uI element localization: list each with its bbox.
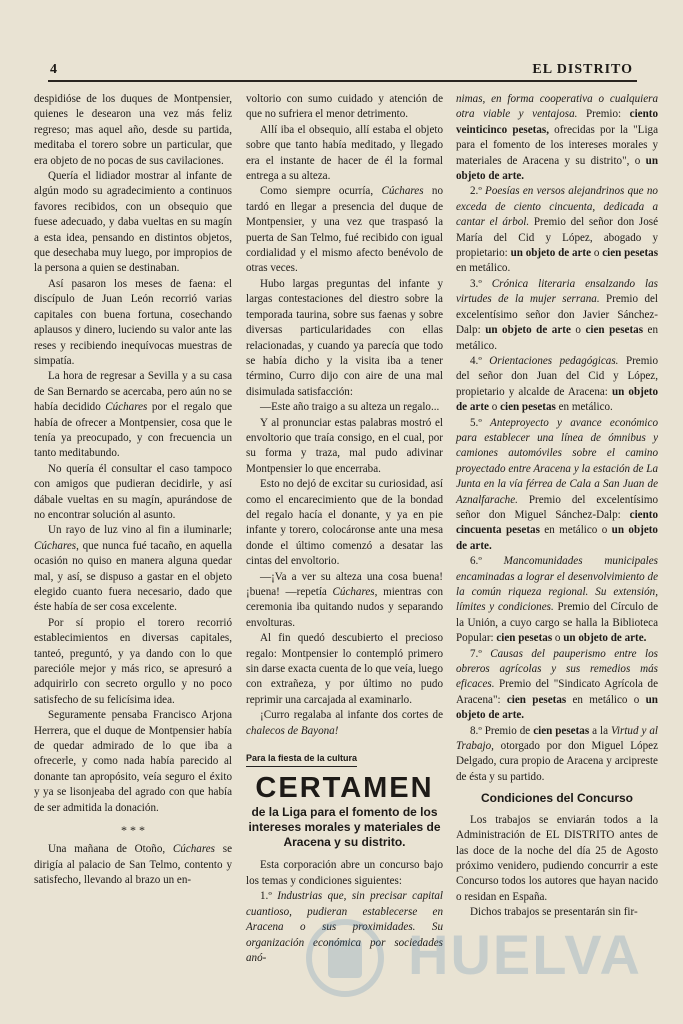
- paragraph: Esta corporación abre un concurso bajo los temas y condiciones siguientes:: [246, 859, 443, 887]
- paragraph: —Este año traigo a su alteza un regalo...: [260, 401, 440, 414]
- contest-item-8: 8.º Premio de cien pesetas a la Virtud y al Trabajo, otorgado por don Miguel López Delgado, cura propio de Aracena y arcipreste de ésta y su partido.: [456, 724, 658, 783]
- header-rule: [48, 80, 637, 82]
- contest-item-3: 3.º Crónica literaria ensalzando las virtudes de la mujer serrana. Premio del excelentísimo señor don Javier Sánchez-Dalp: un objeto de arte o cien pesetas en metálico.: [456, 277, 659, 352]
- page-number: 4: [50, 62, 57, 77]
- paragraph: Al fin quedó descubierto el precioso regalo: Montpensier lo contempló primero sin darse exacta cuenta de lo que veía, luego con extrañeza, y por último no pudo reprimir una carcajada al examinarlo.: [246, 632, 443, 706]
- paragraph: Hubo largas preguntas del infante y largas contestaciones del diestro sobre la temporada taurina, sobre sus faenas y sobre diversas particularidades con ellas relacionadas, y cuando ya parecía que todo se había dicho y la visita iba a tener término, Curro dijo con aire de una mal disimulada satisfacción:: [246, 277, 443, 398]
- column-3: [456, 92, 658, 921]
- paragraph: Un rayo de luz vino al fin a iluminarle; Cúchares, que nunca fué tacaño, en aquella ocasión no quiso en manera alguna quedar mal, y así, se dispuso a gastar en el objeto elegido cuanto fuera necesario, dado que éste había de ser cosa excelente.: [34, 524, 232, 614]
- contest-item-2: 2.º Poesías en versos alejandrinos que no exceda de ciento cincuenta, dedicada a cantar el árbol. Premio del señor don José María del Cid y López, abogado y propietario: un objeto de arte o cien pesetas en metálico.: [456, 185, 659, 275]
- paragraph: Así pasaron los meses de faena: el discípulo de Juan León recorrió varias capitales con buena fortuna, cosechando aplausos y dinero, luciendo su valor ante las reses y recibiendo inequívocas muestras de simpatía.: [34, 277, 232, 367]
- paragraph: despidióse de los duques de Montpensier, quienes le desearon una vez más feliz regreso; mas aquel año, desde su partida, meditaba el torero sobre un particular, que era objeto de no pocas de sus cavilaciones.: [34, 93, 232, 167]
- section-separator: * * *: [121, 823, 145, 838]
- paragraph: Dichos trabajos se presentarán sin fir-: [470, 906, 638, 919]
- column-1: [34, 92, 232, 888]
- paragraph: Los trabajos se enviarán todos a la Administración de EL DISTRITO antes de las doce de la noche del día 25 de Agosto próximo venidero, pudiendo concurrir a este Concurso todos los autores que hayan nacido o residan en España.: [456, 813, 658, 903]
- paragraph: Como siempre ocurría, Cúchares no tardó en llegar a presencia del duque de Montpensier, y una vez que traspasó la puerta de San Telmo, fué recibido con igual cordialidad y el mismo afecto benévolo de otras veces.: [246, 185, 443, 275]
- paragraph: —¡Va a ver su alteza una cosa buena! ¡buena! —repetía Cúchares, mientras con ceremonia iba quitando nudos y separando envolturas.: [246, 570, 443, 629]
- contest-item-5: 5.º Anteproyecto y avance económico para establecer una línea de ómnibus y camiones automóviles sobre el camino proyectado entre Aracena y la estación de La Junta en la vía férrea de Cala a San Juan de Aznalfarache. Premio del excelentísimo señor don Miguel Sánchez-Dalp: ciento cincuenta pesetas en metálico o un objeto de arte.: [456, 416, 658, 552]
- paragraph: Esto no dejó de excitar su curiosidad, así como el encarecimiento que de la bondad del regalo hacía el donante, y ya en pie infante y torero, colocáronse ante una mesa donde el último comenzó a desatar las cintas del envoltorio.: [246, 478, 443, 568]
- contest-item-4: 4.º Orientaciones pedagógicas. Premio del señor don Juan del Cid y López, propietario y alcalde de Aracena: un objeto de arte o cien pesetas en metálico.: [456, 354, 658, 414]
- paragraph: Y al pronunciar estas palabras mostró el envoltorio que traía consigo, en el cual, por su forma y traza, mal pudo adivinar Montpensier lo que encerraba.: [246, 416, 443, 475]
- paragraph: Por sí propio el torero recorrió establecimientos en diversas capitales, tanteó, preguntó, y ya dando con lo que parecióle mejor y más rico, se apresuró a adquirirlo con secreto orgullo y no poco satisfecho de su felicísima idea.: [34, 616, 232, 706]
- paragraph: No quería él consultar el caso tampoco con amigos que pudieran decidirle, y así dábale vueltas en su magín, apurándose de no encontrar solución al asunto.: [34, 462, 232, 521]
- paragraph: La hora de regresar a Sevilla y a su casa de San Bernardo se acercaba, pero aún no se había decidido Cúchares por el regalo que había de ofrecer a Montpensier, cosa que le tenía ya preocupado, y con frecuencia un tanto meditabundo.: [34, 370, 232, 460]
- conditions-heading: Condiciones del Concurso: [480, 791, 633, 806]
- contest-item-1: 1.º Industrias que, sin precisar capital cuantioso, pudieran establecerse en Aracena o sus proximidades. Su organización económica por sociedades anó-: [246, 890, 443, 964]
- paragraph: Una mañana de Otoño, Cúchares se dirigía al palacio de San Telmo, contento y satisfecho, llevando al brazo un en-: [34, 843, 232, 886]
- certamen-subtitle: de la Liga para el fomento de los intereses morales y materiales de Aracena y su distrito.: [248, 805, 441, 850]
- paragraph: Quería el lidiador mostrar al infante de algún modo su agradecimiento a continuos favores recibidos, con un obsequio que fuese adecuado, y daba vueltas en su magín a esta idea, pensando en distintos objetos, que desechaba muy luego, por impropios de la persona a quien se destinaban.: [34, 170, 232, 275]
- contest-item-6: 6.º Mancomunidades municipales encaminadas a lograr el desenvolvimiento de la común riqueza regional. Su extensión, límites y condiciones. Premio del Círculo de la Unión, a cuyo cargo se halla la Biblioteca Popular: cien pesetas o un objeto de arte.: [456, 555, 658, 645]
- section-tagline: Para la fiesta de la cultura: [246, 751, 357, 767]
- contest-item-1-cont: nimas, en forma cooperativa o cualquiera otra viable y ventajosa. Premio: ciento veinticinco pesetas, ofrecidas por la "Liga para el fomento de los intereses morales y materiales de Aracena y su distrito", o un objeto de arte.: [456, 93, 658, 183]
- watermark-text: HUELVA: [408, 923, 642, 986]
- paragraph: Seguramente pensaba Francisco Arjona Herrera, que el duque de Montpensier había de quedar admirado de lo que iba a ofrecerle, y como nada había parecido al donante tan apropósito, veía seguro el éxito y ya se lisonjeaba del agrado con que había de ser admitida la donación.: [34, 709, 232, 814]
- paragraph: Allí iba el obsequio, allí estaba el objeto sobre que tanto había meditado, y llegado era el instante de hacer de él la formal entrega a su alteza.: [246, 123, 443, 183]
- publication-title: EL DISTRITO: [532, 62, 633, 77]
- column-2: [246, 92, 443, 966]
- contest-item-7: 7.º Causas del pauperismo entre los obreros agrícolas y sus remedios más eficaces. Premio del "Sindicato Agrícola de Aracena": cien pesetas en metálico o un objeto de arte.: [456, 647, 658, 722]
- paragraph: voltorio con sumo cuidado y atención de que no sufriera el menor detrimento.: [246, 93, 443, 121]
- certamen-title: CERTAMEN: [255, 772, 434, 805]
- paragraph: ¡Curro regalaba al infante dos cortes de chalecos de Bayona!: [246, 709, 443, 737]
